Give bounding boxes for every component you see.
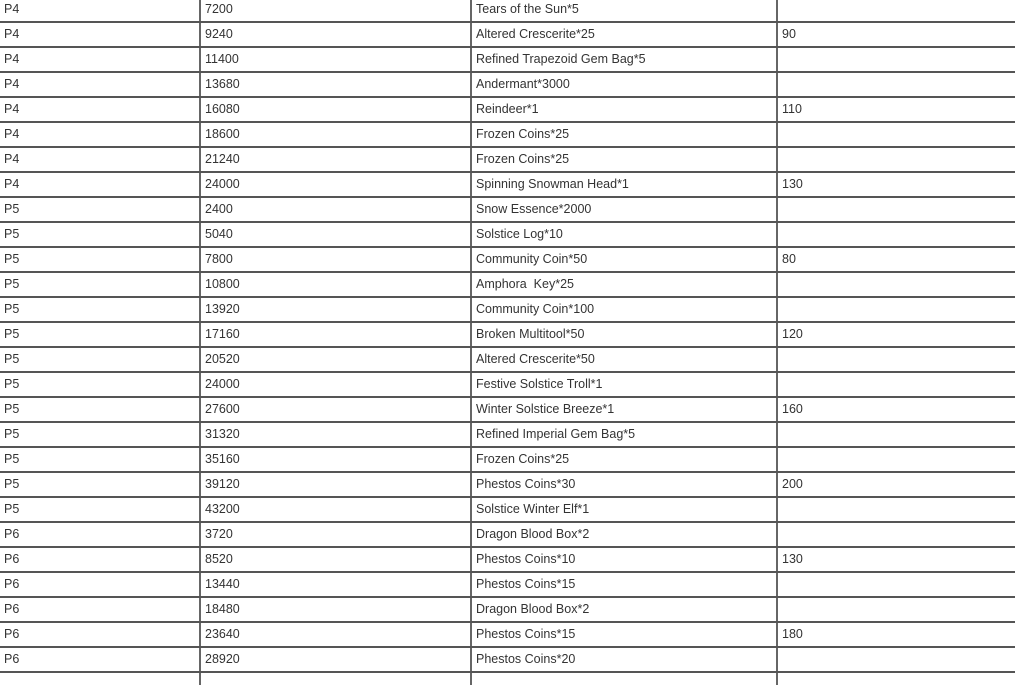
reward-cell: Phestos Coins*10	[471, 547, 777, 572]
table-row	[0, 522, 1015, 547]
tier-cell: P5	[0, 197, 200, 222]
tier-cell: P6	[0, 572, 200, 597]
table-row	[0, 47, 1015, 72]
tier-cell: P6	[0, 647, 200, 672]
table-row	[0, 572, 1015, 597]
table-row	[0, 272, 1015, 297]
table-row	[0, 122, 1015, 147]
tier-cell: P5	[0, 497, 200, 522]
reward-cell: Solstice Winter Elf*1	[471, 497, 777, 522]
tier-cell: P6	[0, 522, 200, 547]
extra-cell: 120	[777, 322, 1015, 347]
extra-cell: 90	[777, 22, 1015, 47]
reward-cell: Refined Imperial Gem Bag*5	[471, 422, 777, 447]
points-cell: 39120	[200, 472, 471, 497]
table-row	[0, 472, 1015, 497]
tier-cell: P4	[0, 0, 200, 22]
empty-cell	[471, 672, 777, 685]
table-row	[0, 247, 1015, 272]
points-cell: 16080	[200, 97, 471, 122]
extra-cell: 130	[777, 547, 1015, 572]
reward-cell: Winter Solstice Breeze*1	[471, 397, 777, 422]
extra-cell	[777, 447, 1015, 472]
tier-cell: P6	[0, 622, 200, 647]
reward-cell: Broken Multitool*50	[471, 322, 777, 347]
points-cell: 18600	[200, 122, 471, 147]
tier-cell: P6	[0, 547, 200, 572]
extra-cell	[777, 0, 1015, 22]
points-cell: 13920	[200, 297, 471, 322]
table-row-partial	[0, 672, 1015, 685]
points-cell: 11400	[200, 47, 471, 72]
tier-cell: P5	[0, 422, 200, 447]
points-cell: 28920	[200, 647, 471, 672]
points-cell: 13440	[200, 572, 471, 597]
extra-cell	[777, 422, 1015, 447]
table-row	[0, 97, 1015, 122]
reward-cell: Community Coin*50	[471, 247, 777, 272]
extra-cell	[777, 147, 1015, 172]
reward-cell: Phestos Coins*15	[471, 622, 777, 647]
reward-cell: Altered Crescerite*50	[471, 347, 777, 372]
table-row	[0, 372, 1015, 397]
reward-cell: Amphora Key*25	[471, 272, 777, 297]
table-row	[0, 647, 1015, 672]
extra-cell	[777, 597, 1015, 622]
extra-cell: 180	[777, 622, 1015, 647]
tier-cell: P5	[0, 247, 200, 272]
points-cell: 24000	[200, 172, 471, 197]
points-cell: 3720	[200, 522, 471, 547]
tier-cell: P5	[0, 322, 200, 347]
points-cell: 31320	[200, 422, 471, 447]
points-cell: 7800	[200, 247, 471, 272]
points-cell: 9240	[200, 22, 471, 47]
reward-cell: Tears of the Sun*5	[471, 0, 777, 22]
extra-cell	[777, 497, 1015, 522]
reward-cell: Community Coin*100	[471, 297, 777, 322]
tier-cell: P5	[0, 472, 200, 497]
extra-cell	[777, 72, 1015, 97]
reward-cell: Reindeer*1	[471, 97, 777, 122]
extra-cell	[777, 122, 1015, 147]
tier-cell: P4	[0, 172, 200, 197]
points-cell: 8520	[200, 547, 471, 572]
tier-cell: P5	[0, 397, 200, 422]
extra-cell	[777, 647, 1015, 672]
points-cell: 27600	[200, 397, 471, 422]
table-row	[0, 222, 1015, 247]
reward-cell: Festive Solstice Troll*1	[471, 372, 777, 397]
table-row	[0, 447, 1015, 472]
extra-cell: 160	[777, 397, 1015, 422]
points-cell: 21240	[200, 147, 471, 172]
extra-cell	[777, 222, 1015, 247]
extra-cell	[777, 372, 1015, 397]
points-cell: 17160	[200, 322, 471, 347]
tier-cell: P4	[0, 47, 200, 72]
reward-cell: Altered Crescerite*25	[471, 22, 777, 47]
tier-cell: P5	[0, 347, 200, 372]
reward-cell: Spinning Snowman Head*1	[471, 172, 777, 197]
empty-cell	[0, 672, 200, 685]
tier-cell: P5	[0, 222, 200, 247]
extra-cell: 200	[777, 472, 1015, 497]
tier-cell: P4	[0, 122, 200, 147]
points-cell: 7200	[200, 0, 471, 22]
points-cell: 18480	[200, 597, 471, 622]
points-cell: 5040	[200, 222, 471, 247]
table-row	[0, 547, 1015, 572]
reward-cell: Frozen Coins*25	[471, 147, 777, 172]
extra-cell: 130	[777, 172, 1015, 197]
extra-cell	[777, 47, 1015, 72]
tier-cell: P5	[0, 447, 200, 472]
tier-cell: P5	[0, 297, 200, 322]
table-row	[0, 597, 1015, 622]
points-cell: 10800	[200, 272, 471, 297]
extra-cell	[777, 347, 1015, 372]
table-row	[0, 397, 1015, 422]
table-row	[0, 297, 1015, 322]
points-cell: 2400	[200, 197, 471, 222]
reward-cell: Dragon Blood Box*2	[471, 597, 777, 622]
extra-cell	[777, 522, 1015, 547]
points-cell: 20520	[200, 347, 471, 372]
tier-cell: P4	[0, 72, 200, 97]
reward-cell: Snow Essence*2000	[471, 197, 777, 222]
table-row	[0, 347, 1015, 372]
points-cell: 35160	[200, 447, 471, 472]
extra-cell: 110	[777, 97, 1015, 122]
empty-cell	[200, 672, 471, 685]
reward-cell: Frozen Coins*25	[471, 122, 777, 147]
table-row	[0, 622, 1015, 647]
table-row	[0, 0, 1015, 22]
tier-cell: P6	[0, 597, 200, 622]
table-row	[0, 22, 1015, 47]
table-row	[0, 72, 1015, 97]
reward-cell: Frozen Coins*25	[471, 447, 777, 472]
points-cell: 43200	[200, 497, 471, 522]
tier-cell: P4	[0, 22, 200, 47]
extra-cell	[777, 272, 1015, 297]
reward-cell: Solstice Log*10	[471, 222, 777, 247]
tier-cell: P4	[0, 97, 200, 122]
reward-cell: Phestos Coins*30	[471, 472, 777, 497]
points-cell: 23640	[200, 622, 471, 647]
empty-cell	[777, 672, 1015, 685]
extra-cell	[777, 197, 1015, 222]
reward-cell: Phestos Coins*15	[471, 572, 777, 597]
table-row	[0, 497, 1015, 522]
table-row	[0, 197, 1015, 222]
reward-cell: Dragon Blood Box*2	[471, 522, 777, 547]
tier-cell: P5	[0, 372, 200, 397]
table-row	[0, 147, 1015, 172]
table-row	[0, 322, 1015, 347]
points-cell: 24000	[200, 372, 471, 397]
reward-cell: Andermant*3000	[471, 72, 777, 97]
points-cell: 13680	[200, 72, 471, 97]
extra-cell	[777, 297, 1015, 322]
reward-cell: Refined Trapezoid Gem Bag*5	[471, 47, 777, 72]
extra-cell	[777, 572, 1015, 597]
tier-cell: P4	[0, 147, 200, 172]
table-row	[0, 422, 1015, 447]
extra-cell: 80	[777, 247, 1015, 272]
tier-cell: P5	[0, 272, 200, 297]
reward-cell: Phestos Coins*20	[471, 647, 777, 672]
table-row	[0, 172, 1015, 197]
